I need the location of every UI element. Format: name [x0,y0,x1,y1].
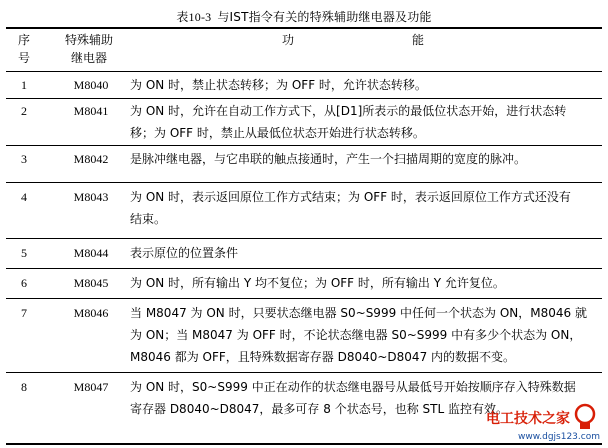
row-number: 5 [21,246,27,260]
description-line: 为 ON；当 M8047 为 OFF 时，不论状态继电器 S0~S999 中有多少个状态为 ON， [130,328,582,342]
row-relay-code: M8044 [73,246,109,260]
row-description [130,242,600,264]
header-seq-line2: 号 [17,51,30,65]
description-line: M8046 都为 OFF，且特殊数据寄存器 D8040~D8047 内的数据不变。 [130,350,516,364]
row-description [130,186,600,230]
row-relay-code: M8046 [73,306,109,320]
description-line: 为 ON 时，所有输出 Y 均不复位；为 OFF 时，所有输出 Y 允许复位。 [130,276,505,290]
header-function-char2: 能 [412,33,425,47]
description-line: 结束。 [130,212,167,226]
row-number: 8 [21,380,27,394]
header-rule [6,71,602,72]
row-separator [6,298,602,299]
watermark-url: www.dgjs123.com [518,432,600,442]
row-separator [6,372,602,373]
row-relay-code: M8041 [73,104,109,118]
description-line: 为 ON 时，禁止状态转移；为 OFF 时，允许状态转移。 [130,78,427,92]
row-description [130,376,600,420]
row-relay-code: M8045 [73,276,109,290]
table-number: 表10-3 [176,10,212,24]
header-seq-line1: 序 [17,33,30,47]
watermark-cn: 电工技术之家 [486,411,570,427]
description-line: 当 M8047 为 ON 时，只要状态继电器 S0~S999 中任何一个状态为 ON，M8046 就 [130,306,587,320]
description-line: 是脉冲继电器，与它串联的触点接通时，产生一个扫描周期的宽度的脉冲。 [130,152,527,166]
description-line: 寄存器 D8040~D8047，最多可存 8 个状态号，也称 STL 监控有效。 [130,402,508,416]
row-description [130,74,600,96]
table-caption: 与IST指令有关的特殊辅助继电器及功能 [217,10,432,24]
row-separator [6,238,602,239]
row-number: 7 [21,306,27,320]
row-relay-code: M8047 [73,380,109,394]
row-number: 6 [21,276,27,290]
header-relay-line2: 继电器 [70,51,107,65]
header-relay [46,31,132,67]
description-line: 移；为 OFF 时，禁止从最低位状态开始进行状态转移。 [130,126,425,140]
row-relay-code: M8043 [73,190,109,204]
row-separator [6,145,602,146]
bottom-rule [6,443,602,445]
row-description [130,302,600,368]
row-separator [6,182,602,183]
description-line: 为 ON 时，允许在自动工作方式下，从[D1]所表示的最低位状态开始，进行状态转 [130,104,567,118]
header-function-char1: 功 [282,33,295,47]
row-number: 2 [21,104,27,118]
row-separator [6,98,602,99]
row-description [130,148,600,170]
description-line: 表示原位的位置条件 [130,246,239,260]
row-description [130,100,600,144]
row-number: 3 [21,152,27,166]
description-line: 为 ON 时，表示返回原位工作方式结束；为 OFF 时，表示返回原位工作方式还没有 [130,190,571,204]
row-relay-code: M8040 [73,78,109,92]
top-rule [6,27,602,29]
row-number: 1 [21,78,27,92]
row-description [130,272,600,294]
header-relay-line1: 特殊辅助 [64,33,113,47]
table-title [0,8,608,25]
row-number: 4 [21,190,27,204]
header-seq [8,31,40,67]
description-line: 为 ON 时，S0~S999 中正在动作的状态继电器号从最低号开始按顺序存入特殊数据 [130,380,576,394]
row-relay-code: M8042 [73,152,109,166]
row-separator [6,268,602,269]
